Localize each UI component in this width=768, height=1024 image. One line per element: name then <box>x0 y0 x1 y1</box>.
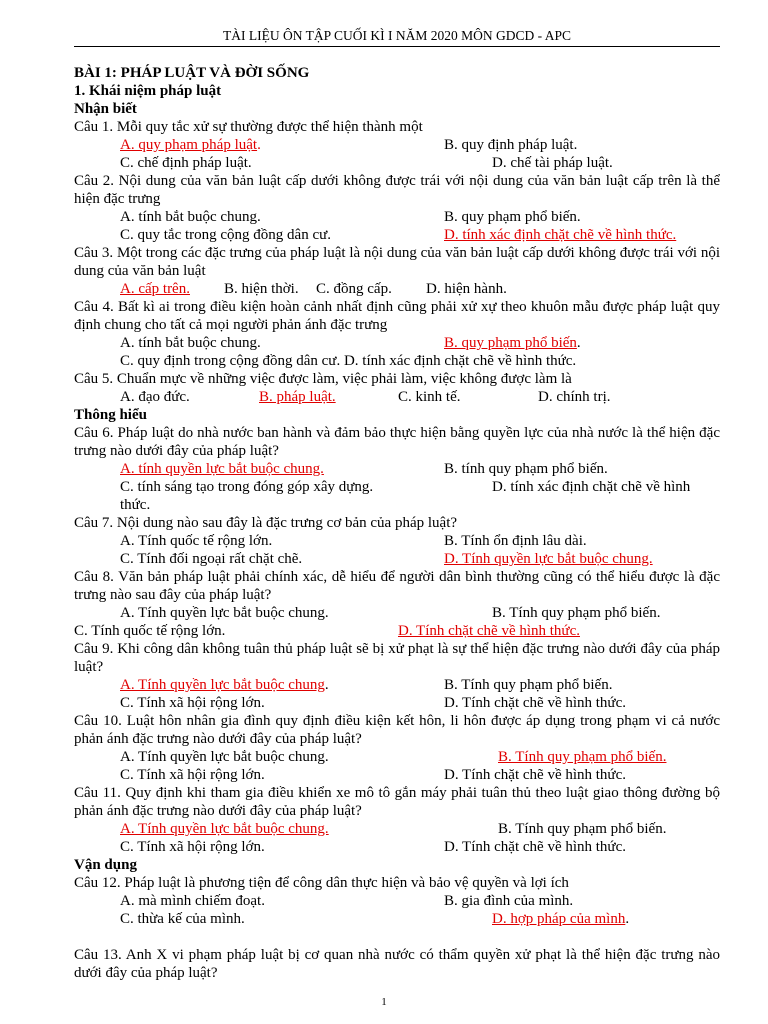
options-row <box>74 334 720 352</box>
option-c: C. thừa kế của mình. <box>120 911 245 927</box>
level-heading-application: Vận dụng <box>74 857 137 873</box>
spacer <box>74 928 720 946</box>
option-a: A. mà mình chiếm đoạt. <box>120 893 265 909</box>
lesson-title: BÀI 1: PHÁP LUẬT VÀ ĐỜI SỐNG <box>74 65 310 81</box>
document-body <box>74 64 720 982</box>
options-row <box>74 208 720 226</box>
section-title: 1. Khái niệm pháp luật <box>74 83 222 99</box>
options-row <box>74 532 720 550</box>
options-row <box>74 496 720 514</box>
option-d-answer: D. Tính chặt chẽ về hình thức. <box>398 623 580 639</box>
level-heading-comprehension: Thông hiểu <box>74 407 147 423</box>
options-row <box>74 604 720 622</box>
option-d: D. Tính chặt chẽ về hình thức. <box>444 767 626 783</box>
question-13: Câu 13. Anh X vi phạm pháp luật bị cơ quan nhà nước có thẩm quyền xử phạt là thể hiện đặc trưng nào dưới đây của pháp luật? <box>74 947 720 981</box>
options-row <box>74 766 720 784</box>
question-8: Câu 8. Văn bản pháp luật phải chính xác, dễ hiểu để người dân bình thường cũng có thể hiểu được là đặc trưng nào sau đây của pháp luật? <box>74 569 720 603</box>
options-row <box>74 910 720 928</box>
option-a: A. tính bắt buộc chung. <box>120 209 261 225</box>
question-6: Câu 6. Pháp luật do nhà nước ban hành và đảm bảo thực hiện bằng quyền lực của nhà nước là thể hiện đặc trưng nào dưới đây của pháp luật? <box>74 425 720 459</box>
option-b-answer: B. pháp luật. <box>259 389 336 405</box>
option-b: B. Tính quy phạm phổ biến. <box>444 677 613 693</box>
option-b-answer: B. Tính quy phạm phổ biến. <box>498 749 667 765</box>
page-number: 1 <box>381 996 387 1008</box>
option-a-answer: A. tính quyền lực bắt buộc chung. <box>120 461 324 477</box>
options-row <box>74 676 720 694</box>
option-d: D. Tính chặt chẽ về hình thức. <box>444 695 626 711</box>
option-c: C. Tính xã hội rộng lớn. <box>120 767 265 783</box>
option-c: C. Tính quốc tế rộng lớn. <box>74 623 226 639</box>
page-header: TÀI LIỆU ÔN TẬP CUỐI KÌ I NĂM 2020 MÔN GDCD - APC <box>74 28 720 47</box>
question-5: Câu 5. Chuẩn mực về những việc được làm, việc phải làm, việc không được làm là <box>74 371 572 387</box>
options-row <box>74 820 720 838</box>
option-c: C. Tính đối ngoại rất chặt chẽ. <box>120 551 303 567</box>
option-b: B. gia đình của mình. <box>444 893 574 909</box>
option-d: D. hiện hành. <box>426 281 507 297</box>
options-row <box>74 550 720 568</box>
option-d: D. chế tài pháp luật. <box>492 155 613 171</box>
option-b: B. quy định pháp luật. <box>444 137 578 153</box>
option-c: C. Tính xã hội rộng lớn. <box>120 839 265 855</box>
options-row <box>74 694 720 712</box>
option-c: C. đồng cấp. <box>316 281 392 297</box>
option-a: A. Tính quốc tế rộng lớn. <box>120 533 273 549</box>
option-c: C. tính sáng tạo trong đóng góp xây dựng. <box>120 479 374 495</box>
options-row <box>74 280 720 298</box>
option-a: A. tính bắt buộc chung. <box>120 335 261 351</box>
option-b: B. tính quy phạm phổ biến. <box>444 461 608 477</box>
question-9: Câu 9. Khi công dân không tuân thủ pháp luật sẽ bị xử phạt là sự thể hiện đặc trưng nào dưới đây của pháp luật? <box>74 641 720 675</box>
question-3: Câu 3. Một trong các đặc trưng của pháp luật là nội dung của văn bản luật cấp dưới không được trái với nội dung của văn bản luật <box>74 245 720 279</box>
level-heading-recognition: Nhận biết <box>74 101 137 117</box>
options-row <box>74 460 720 478</box>
options-row <box>74 622 720 640</box>
option-b: B. Tính ổn định lâu dài. <box>444 533 587 549</box>
question-2: Câu 2. Nội dung của văn bản luật cấp dưới không được trái với nội dung của văn bản luật cấp trên là thể hiện đặc trưng <box>74 173 720 207</box>
option-d: D. tính xác định chặt chẽ về hình <box>492 479 691 495</box>
option-d-continued: thức. <box>120 497 151 513</box>
options-row <box>74 226 720 244</box>
options-row <box>74 478 720 496</box>
options-row <box>74 748 720 766</box>
option-c: C. Tính xã hội rộng lớn. <box>120 695 265 711</box>
option-b: B. hiện thời. <box>224 281 299 297</box>
option-a-answer: A. cấp trên. <box>120 281 190 297</box>
option-b: B. quy phạm phổ biến. <box>444 209 581 225</box>
option-b-answer: B. quy phạm phổ biến. <box>444 335 581 351</box>
option-d: D. chính trị. <box>538 389 611 405</box>
options-row <box>74 136 720 154</box>
question-10: Câu 10. Luật hôn nhân gia đình quy định điều kiện kết hôn, li hôn được áp dụng trong phạm vi cả nước phản ánh đặc trưng nào dưới đây của pháp luật? <box>74 713 720 747</box>
option-c: C. quy tắc trong cộng đồng dân cư. <box>120 227 332 243</box>
question-12: Câu 12. Pháp luật là phương tiện để công dân thực hiện và bảo vệ quyền và lợi ích <box>74 875 569 891</box>
option-a: A. đạo đức. <box>120 389 190 405</box>
question-7: Câu 7. Nội dung nào sau đây là đặc trưng cơ bản của pháp luật? <box>74 515 458 531</box>
options-row <box>74 892 720 910</box>
option-a: A. quy phạm pháp luật. <box>120 137 261 153</box>
question-1: Câu 1. Mỗi quy tắc xử sự thường được thể hiện thành một <box>74 119 423 135</box>
options-row <box>74 154 720 172</box>
option-d: D. Tính chặt chẽ về hình thức. <box>444 839 626 855</box>
option-c: C. chế định pháp luật. <box>120 155 252 171</box>
question-4: Câu 4. Bất kì ai trong điều kiện hoàn cảnh nhất định cũng phải xử xự theo khuôn mẫu được pháp luật quy định chung cho tất cả mọi người phản ánh đặc trưng <box>74 299 720 333</box>
question-11: Câu 11. Quy định khi tham gia điều khiển xe mô tô gắn máy phải tuân thủ theo luật giao thông đường bộ phản ánh đặc trưng nào dưới đây của pháp luật? <box>74 785 720 819</box>
option-a: A. Tính quyền lực bắt buộc chung. <box>120 749 329 765</box>
option-c: C. kinh tế. <box>398 389 461 405</box>
options-row <box>74 388 720 406</box>
options-row <box>74 838 720 856</box>
option-d-answer: D. tính xác định chặt chẽ về hình thức. <box>444 227 677 243</box>
option-a: A. Tính quyền lực bắt buộc chung. <box>120 605 329 621</box>
option-a-answer: A. Tính quyền lực bắt buộc chung. <box>120 821 329 837</box>
option-c-d: C. quy định trong cộng đồng dân cư. D. tính xác định chặt chẽ về hình thức. <box>120 353 577 369</box>
option-b: B. Tính quy phạm phổ biến. <box>492 605 661 621</box>
option-b: B. Tính quy phạm phổ biến. <box>498 821 667 837</box>
option-a-answer: A. Tính quyền lực bắt buộc chung. <box>120 677 329 693</box>
option-d-answer: D. Tính quyền lực bắt buộc chung. <box>444 551 653 567</box>
options-row <box>74 352 720 370</box>
option-d-answer: D. hợp pháp của mình. <box>492 911 630 927</box>
